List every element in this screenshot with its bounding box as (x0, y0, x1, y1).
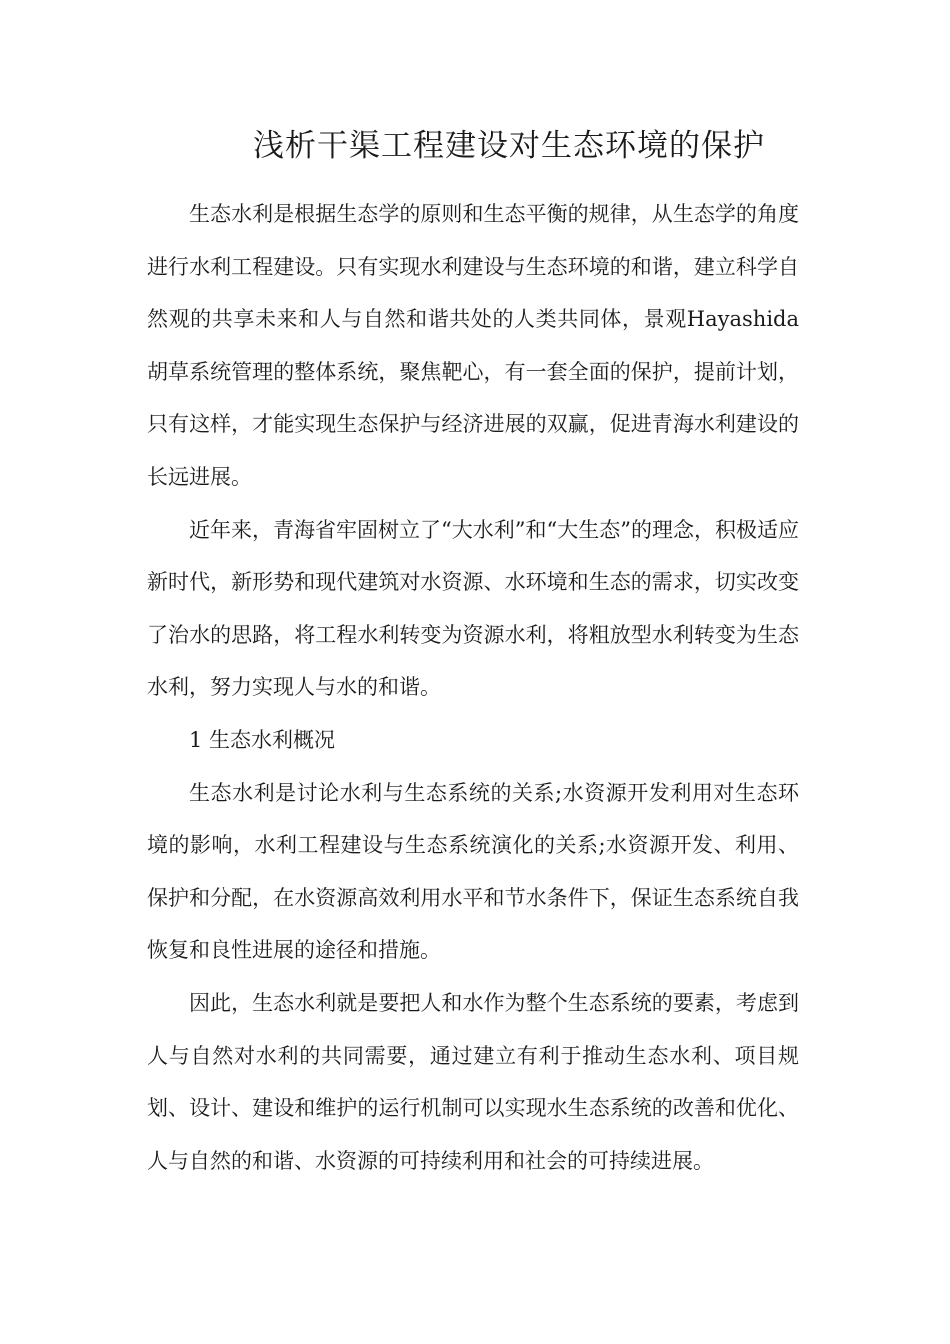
document-title: 浅析干渠工程建设对生态环境的保护 (253, 128, 765, 164)
paragraph-intro: 生态水利是根据生态学的原则和生态平衡的规律，从生态学的角度进行水利工程建设。只有实现水利建设与生态环境的和谐，建立科学自然观的共享未来和人与自然和谐共处的人类共同体，景观Hayashida胡草系统管理的整体系统，聚焦靶心，有一套全面的保护，提前计划，只有这样，才能实现生态保护与经济进展的双赢，促进青海水利建设的长远进展。 (147, 202, 799, 489)
paragraph-conclusion: 因此，生态水利就是要把人和水作为整个生态系统的要素，考虑到人与自然对水利的共同需要，通过建立有利于推动生态水利、项目规划、设计、建设和维护的运行机制可以实现水生态系统的改善和优化、人与自然的和谐、水资源的可持续利用和社会的可持续进展。 (147, 990, 799, 1173)
paragraph-recent-years: 近年来，青海省牢固树立了“大水利”和“大生态”的理念，积极适应新时代，新形势和现代建筑对水资源、水环境和生态的需求，切实改变了治水的思路，将工程水利转变为资源水利，将粗放型水利转变为生态水利，努力实现人与水的和谐。 (147, 517, 799, 700)
paragraph-definition: 生态水利是讨论水利与生态系统的关系;水资源开发利用对生态环境的影响，水利工程建设与生态系统演化的关系;水资源开发、利用、保护和分配，在水资源高效利用水平和节水条件下，保证生态系统自我恢复和良性进展的途径和措施。 (147, 780, 799, 963)
document-body (147, 188, 799, 1187)
section-heading-overview: 1 生态水利概况 (189, 727, 336, 752)
